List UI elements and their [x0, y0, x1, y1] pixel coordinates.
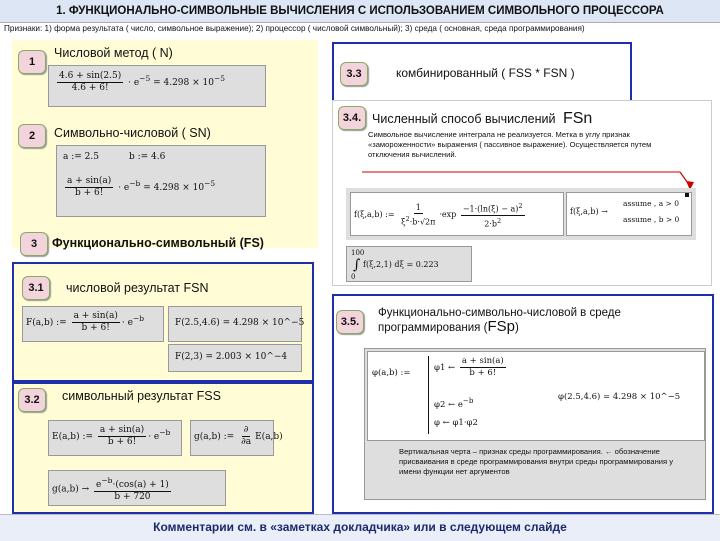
- badge-3-2: 3.2: [18, 388, 46, 412]
- combined-text: комбинированный ( FSS * FSN ): [396, 66, 575, 80]
- badge-3-1: 3.1: [22, 276, 50, 300]
- badge-3-4: 3.4.: [338, 106, 366, 130]
- programming-text: Функционально-символьно-числовой в среде программирования (: [378, 307, 621, 334]
- phi-label: φ(a,b) :=: [372, 368, 411, 378]
- badge-3: 3: [20, 232, 48, 256]
- program-note: Вертикальная черта – признак среды программирования. ← обозначение присваивания в среде программирования внутри среды программирования у имени функции нет аргументов: [399, 447, 674, 476]
- f-def-box: f(ξ,a,b) := $\frac{1}{\xi^2\cdot b\cdot√2\pi}$ ·exp $\frac{-1\cdot(\ln(\xi) - a)^2}{2\cdot b^2}$ f(ξ,a,b) → assume , a > 0 assume , b > 0: [346, 188, 696, 240]
- heading-numeric: Числовой метод ( N): [54, 46, 173, 60]
- badge-3-3: 3.3: [340, 62, 368, 86]
- footer-comment: Комментарии см. в «заметках докладчика» или в следующем слайде: [0, 514, 720, 541]
- heading-numeric-way: [372, 110, 592, 128]
- badge-1: 1: [18, 50, 46, 74]
- numeric-way-text: Численный способ вычислений: [372, 112, 556, 126]
- program-box: φ(a,b) := φ1 ← $\frac{a + \sin(a)}{b + 6!}$ φ2 ← $e^{-b}$ φ ← φ1·φ2 φ(2.5,4.6) = 4.298 × 10^−5 Вертикальная черта – признак среды программирования. ← обозначение присваивания в среде программирования внутри среды программирования у имени функции нет аргументов: [364, 348, 706, 500]
- phi-result: φ(2.5,4.6) = 4.298 × 10^−5: [558, 392, 681, 402]
- page-title: 1. ФУНКЦИОНАЛЬНО-СИМВОЛЬНЫЕ ВЫЧИСЛЕНИЯ С ИСПОЛЬЗОВАНИЕМ СИМВОЛЬНОГО ПРОЦЕССОРА: [0, 0, 720, 23]
- fsn-def-box: F(a,b) := $\frac{a + \sin(a)}{b + 6!}$ · $e^{-b}$: [22, 306, 164, 342]
- integral-note: Символьное вычисление интеграла не реализуется. Метка в углу признак «замороженности» выражения ( пассивное выражение). Осуществляется путем отключения вычислений.: [368, 130, 652, 159]
- numeric-expression-box: $\frac{4.6 + \sin(2.5)}{4.6 + 6!}$ · $e^{-5} = 4.298 \times 10^{-5}$: [48, 65, 266, 107]
- a-assign: a := 2.5: [63, 152, 99, 162]
- integral-box: 100 ∫ 0 f(ξ,2,1) dξ = 0.223: [346, 246, 472, 282]
- fss-def-box: E(a,b) := $\frac{a + \sin(a)}{b + 6!}$ · $e^{-b}$: [48, 420, 182, 456]
- badge-3-5: 3.5.: [336, 310, 364, 334]
- heading-symbolic-numeric: Символьно-числовой ( SN): [54, 126, 211, 140]
- numeric-way-abbr: FSn: [562, 110, 593, 127]
- assume-a: assume , a > 0: [623, 199, 679, 208]
- fss-derivative-box: g(a,b) := $\frac{\partial}{\partial a}$ E(a,b): [190, 420, 274, 456]
- fsn-result2: F(2,3) = 2.003 × 10^−4: [175, 352, 288, 362]
- assume-b: assume , b > 0: [623, 215, 680, 224]
- heading-fss: символьный результат FSS: [62, 389, 221, 403]
- programming-abbr: FSp: [487, 318, 515, 335]
- b-assign: b := 4.6: [129, 152, 166, 162]
- badge-2: 2: [18, 124, 46, 148]
- fsn-result2-box: [168, 344, 302, 372]
- programming-end: ): [514, 322, 519, 334]
- fsn-result1-box: [168, 306, 305, 342]
- heading-programming: [378, 306, 698, 335]
- symbolic-numeric-box: a := 2.5 b := 4.6 $\frac{a + \sin(a)}{b + 6!}$ · $e^{-b} = 4.298 \times 10^{-5}$: [56, 145, 266, 217]
- fss-result-box: g(a,b) → $\frac{e^{-b}\cdot(\cos(a) + 1)}{b + 720}$: [48, 470, 226, 506]
- heading-functional-symbolic: Функционально-символьный (FS): [52, 236, 264, 250]
- heading-fsn: числовой результат FSN: [66, 281, 209, 295]
- subtitle: Признаки: 1) форма результата ( число, символьное выражение); 2) процессор ( числовой символьный); 3) среда ( основная, среда программирования): [4, 24, 585, 33]
- fsn-result1: F(2.5,4.6) = 4.298 × 10^−5: [175, 318, 305, 328]
